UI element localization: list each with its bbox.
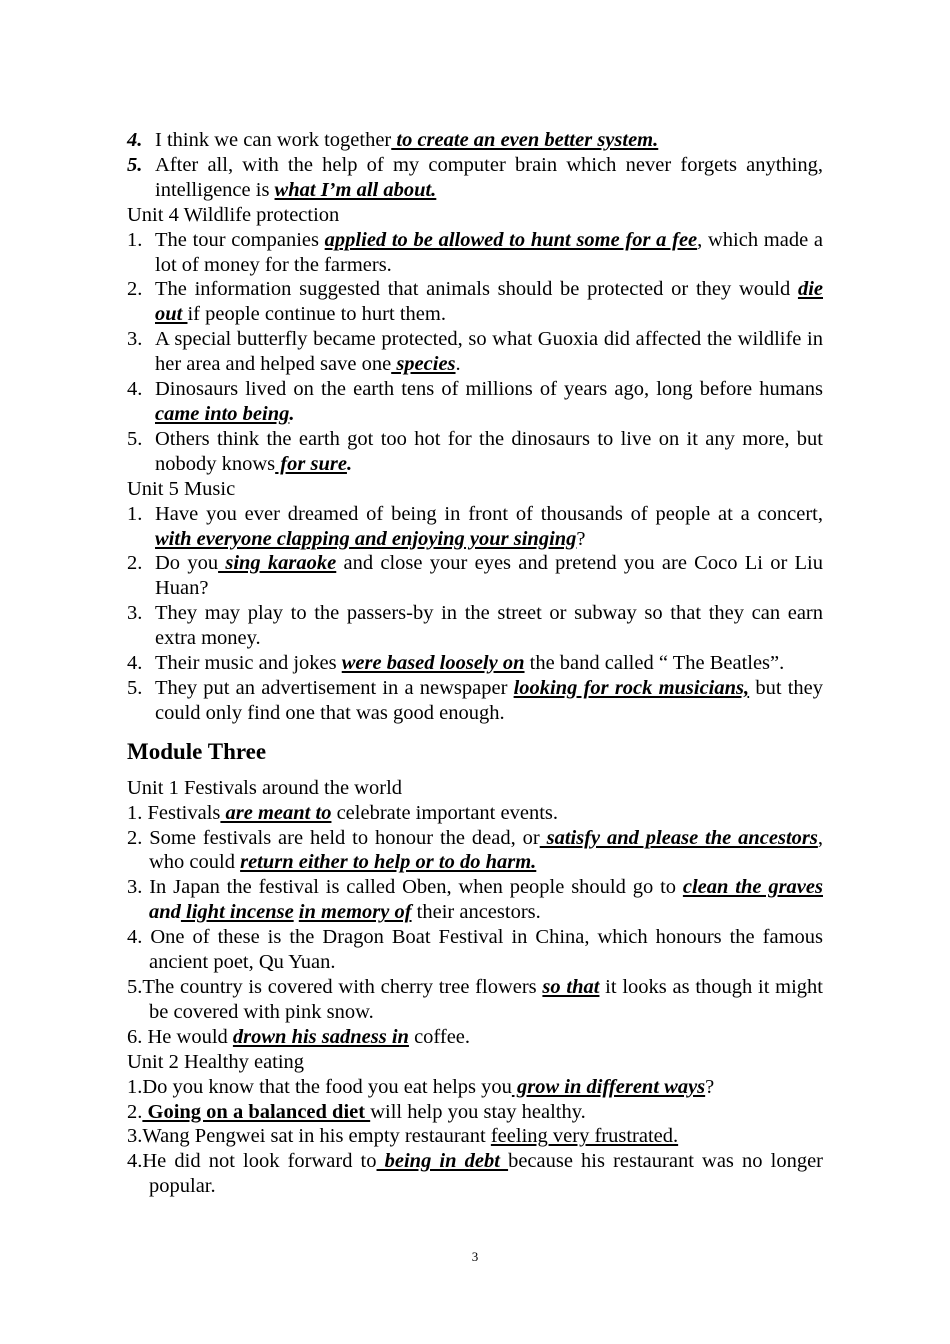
list-item: 4.He did not look forward to being in debt because his restaurant was no longer popular. — [127, 1150, 823, 1198]
item-text: I think we can work together to create an even better system. — [155, 129, 659, 151]
key-phrase: with everyone clapping and enjoying your singing — [155, 527, 577, 550]
key-phrase: applied to be allowed to hunt some for a fee — [324, 228, 698, 251]
list-item: 5. They put an advertisement in a newspaper looking for rock musicians, but they could only find one that was good enough. — [127, 676, 823, 724]
key-phrase: light incense — [180, 901, 294, 924]
key-phrase: feeling very frustrated. — [490, 1125, 679, 1148]
key-phrase: grow in different ways — [511, 1075, 706, 1098]
list-item: 4. One of these is the Dragon Boat Festival in China, which honours the famous ancient poet, Qu Yuan. — [127, 926, 823, 974]
list-item: 4. Dinosaurs lived on the earth tens of millions of years ago, long before humans came into being. — [127, 378, 823, 425]
item-number: 4. — [127, 129, 143, 151]
list-item: 4. Their music and jokes were based loosely on the band called “ The Beatles”. — [127, 652, 785, 675]
list-item: 2. Some festivals are held to honour the dead, or satisfy and please the ancestors, who could return either to help or to do harm. — [127, 826, 823, 874]
key-phrase: die out — [155, 278, 823, 326]
list-item: 3. A special butterfly became protected, so what Guoxia did affected the wildlife in her area and helped save one species. — [127, 328, 823, 376]
item-text: After all, with the help of my computer brain which never forgets anything, intelligence is what I’m all about. — [155, 153, 823, 201]
key-phrase: Going on a balanced diet — [142, 1100, 371, 1123]
list-item: 1. Festivals are meant to celebrate important events. — [127, 801, 558, 824]
key-phrase: came into being — [155, 402, 290, 425]
key-phrase: sing karaoke — [218, 552, 337, 575]
key-phrase: being in debt — [376, 1150, 509, 1173]
key-phrase: clean the graves — [682, 876, 823, 899]
document-page — [127, 128, 823, 1199]
unit-heading: Unit 1 Festivals around the world — [127, 776, 403, 799]
key-phrase: species — [391, 353, 456, 376]
list-item: 1.Do you know that the food you eat helps you grow in different ways? — [127, 1075, 715, 1098]
list-item — [127, 128, 823, 153]
unit-heading: Unit 2 Healthy eating — [127, 1050, 305, 1073]
key-phrase: to create an even better system. — [391, 129, 659, 151]
key-phrase: what I’m all about. — [274, 178, 437, 201]
list-item: 2. Do you sing karaoke and close your eyes and pretend you are Coco Li or Liu Huan? — [127, 552, 824, 600]
key-phrase: return either to help or to do harm. — [240, 851, 537, 874]
key-phrase: were based loosely on — [341, 652, 525, 675]
list-item: 5.The country is covered with cherry tree flowers so that it looks as though it might be covered with pink snow. — [127, 976, 823, 1023]
list-item: 2. The information suggested that animals should be protected or they would die out if people continue to hurt them. — [127, 278, 823, 326]
list-item: 5. Others think the earth got too hot for the dinosaurs to live on it any more, but nobody knows for sure. — [127, 427, 823, 475]
list-item: 3. In Japan the festival is called Oben, when people should go to clean the graves and light incense in memory of their ancestors. — [127, 876, 823, 924]
unit-heading: Unit 5 Music — [127, 477, 236, 500]
key-phrase: looking for rock musicians, — [513, 676, 750, 699]
list-item: 3. They may play to the passers-by in the street or subway so that they can earn extra money. — [127, 602, 823, 650]
list-item: 3.Wang Pengwei sat in his empty restaurant feeling very frustrated. — [127, 1125, 679, 1148]
list-item: 6. He would drown his sadness in coffee. — [127, 1025, 471, 1048]
unit-heading: Unit 4 Wildlife protection — [127, 203, 340, 226]
list-item: 2. Going on a balanced diet will help you stay healthy. — [127, 1100, 586, 1123]
key-phrase: satisfy and please the ancestors — [539, 826, 818, 849]
page-number: 3 — [471, 1249, 479, 1264]
list-item — [127, 153, 823, 203]
item-number: 5. — [127, 153, 143, 176]
list-item: 1. The tour companies applied to be allowed to hunt some for a fee, which made a lot of money for the farmers. — [127, 228, 823, 276]
key-phrase: are meant to — [220, 801, 332, 824]
key-phrase: drown his sadness in — [232, 1025, 409, 1048]
key-phrase: in memory of — [298, 901, 412, 924]
key-phrase: so that — [542, 976, 600, 998]
module-title: Module Three — [127, 738, 267, 764]
key-phrase: for sure — [275, 452, 347, 475]
list-item: 1. Have you ever dreamed of being in front of thousands of people at a concert, with everyone clapping and enjoying your singing? — [127, 502, 823, 550]
